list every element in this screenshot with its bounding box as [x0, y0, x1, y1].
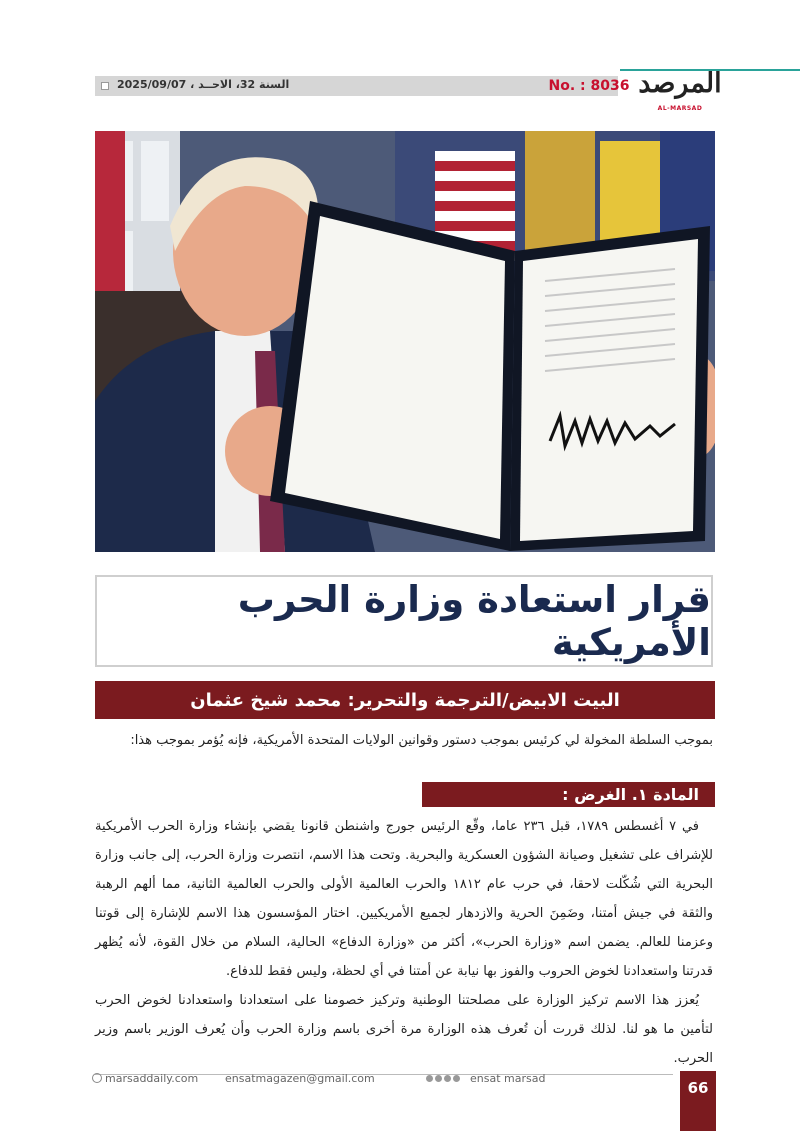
social-icons [426, 1075, 460, 1082]
article-title-box [95, 575, 713, 667]
youtube-icon[interactable] [453, 1075, 460, 1082]
article-byline: البيت الابيض/الترجمة والتحرير: محمد شيخ عثمان [95, 681, 715, 719]
masthead-logo [634, 68, 726, 112]
instagram-icon[interactable] [444, 1075, 451, 1082]
footer-social-handle: ensat marsad [470, 1072, 546, 1085]
issue-number: No. : 8036 [548, 78, 630, 94]
article-photo [95, 131, 715, 552]
globe-icon [92, 1073, 102, 1083]
section-heading: المادة ١. الغرض : [422, 782, 715, 807]
article-body [95, 812, 713, 1073]
logo-text: المرصد [638, 68, 722, 99]
signed-document-illustration [270, 201, 710, 551]
paragraph: في ٧ أغسطس ١٧٨٩، قبل ٢٣٦ عاما، وقّع الرئيس جورج واشنطن قانونا يقضي بإنشاء وزارة الحرب الأمريكية للإشراف على تشغيل وصيانة الشؤون العسكرية والبحرية. وتحت هذا الاسم، انتصرت وزارة الحرب، إلى جانب وزارة البحرية التي شُكّلت لاحقا، في حرب عام ١٨١٢ والحرب العالمية الأولى والحرب العالمية الثانية، مما ألهم الرهبة والثقة في جيش أمتنا، وضَمِنَ الحرية والازدهار لجميع الأمريكيين. اختار المؤسسون هذا الاسم للإشارة إلى قوتنا وعزمنا للعالم. يضمن اسم «وزارة الحرب»، أكثر من «وزارة الدفاع» الحالية، السلام من خلال القوة، لأنه يُظهر قدرتنا واستعدادنا لخوض الحروب والفوز بها نيابة عن أمتنا في أي لحظة، وليس فقط للدفاع. [95, 819, 713, 979]
header-square-marker [101, 82, 109, 90]
footer-website[interactable] [92, 1072, 198, 1085]
issue-date: السنة 32، الاحــد ، 2025/09/07 [117, 78, 290, 91]
twitter-icon[interactable] [435, 1075, 442, 1082]
logo-subtitle: AL-MARSAD [657, 105, 703, 112]
page-number: 66 [680, 1071, 716, 1131]
header-bar [95, 76, 618, 96]
footer-email[interactable]: ensatmagazen@gmail.com [225, 1072, 375, 1085]
article-title: قرار استعادة وزارة الحرب الأمريكية [237, 578, 711, 664]
photo-illustration [95, 131, 715, 552]
facebook-icon[interactable] [426, 1075, 433, 1082]
article-intro: بموجب السلطة المخولة لي كرئيس بموجب دستور وقوانين الولايات المتحدة الأمريكية، فإنه يُؤمر بموجب هذا: [130, 733, 713, 748]
paragraph: يُعزز هذا الاسم تركيز الوزارة على مصلحتنا الوطنية وتركيز خصومنا على استعدادنا واستعدادنا لخوض الحرب لتأمين ما هو لنا. لذلك قررت أن تُعرف هذه الوزارة مرة أخرى باسم وزارة الحرب وأن يُعرف الوزير باسم وزير الحرب. [95, 993, 713, 1066]
website-link-text[interactable]: marsaddaily.com [105, 1072, 199, 1085]
